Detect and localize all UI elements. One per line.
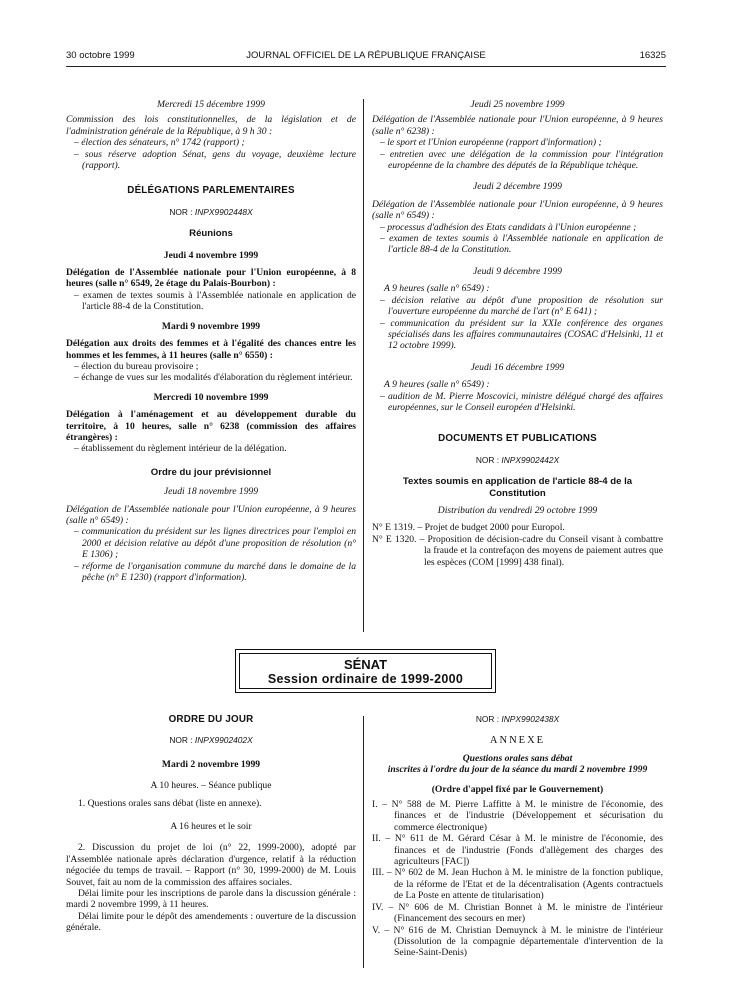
right-column-top: [372, 99, 663, 568]
column-divider-bottom: [363, 716, 364, 968]
date-heading: Mardi 2 novembre 1999: [161, 758, 261, 770]
date-heading: Mercredi 10 novembre 1999: [153, 391, 269, 403]
senat-title: SÉNAT: [343, 657, 388, 672]
question-item: III. – N° 602 de M. Jean Huchon à M. le ministre de la fonction publique, de la réforme de l'Etat et de la décentralisation (Agents contractuels de La Poste en attente de titularisation): [372, 867, 663, 902]
delegation-items: [372, 295, 663, 352]
questions-subtitle: inscrites à l'ordre du jour de la séance du mardi 2 novembre 1999: [387, 764, 648, 776]
deadline-text: Délai limite pour le dépôt des amendements : ouverture de la discussion générale.: [66, 910, 356, 934]
order-note: (Ordre d'appel fixé par le Gouvernement): [431, 783, 604, 795]
date-heading: Jeudi 18 novembre 1999: [163, 486, 259, 498]
delegation-heading: Délégation de l'Assemblée nationale pour l'Union européenne, à 8 heures (salle n° 6549, 2e étage du Palais-Bourbon) :: [66, 267, 356, 290]
section-title: DÉLÉGATIONS PARLEMENTAIRES: [127, 185, 295, 197]
nor-reference: NOR : INPX9902442X: [475, 454, 560, 465]
document-entry: N° E 1319. – Projet de budget 2000 pour Europol.: [372, 522, 565, 534]
senat-banner: [235, 649, 496, 693]
delegation-heading: Délégation de l'Assemblée nationale pour l'Union européenne, à 9 heures (salle n° 6238) :: [372, 114, 663, 137]
left-column-bottom: [66, 714, 356, 934]
date-heading: Jeudi 9 décembre 1999: [473, 265, 562, 277]
question-item: V. – N° 616 de M. Christian Demuynck à M. le ministre de l'intérieur (Dissolution de la compagnie départementale d'intervention de la Seine-Saint-Denis): [372, 924, 663, 959]
left-column-top: [66, 99, 356, 583]
right-column-bottom: [372, 714, 663, 959]
delegation-items: [66, 361, 356, 384]
delegation-items: [66, 443, 356, 454]
senat-subtitle: Session ordinaire de 1999-2000: [267, 672, 464, 686]
distribution-date: Distribution du vendredi 29 octobre 1999: [437, 504, 598, 516]
header-page-number: 16325: [639, 50, 666, 61]
list-item: – communication du président sur la XXIe conférence des organes spécialisés dans les affaires communautaires (COSAC d'Helsinki, 11 et 12 octobre 1999).: [372, 318, 663, 352]
commission-heading: Commission des lois constitutionnelles, de la législation et de l'administration générale de la République, à 9 h 30 :: [66, 114, 356, 137]
delegation-heading: Délégation de l'Assemblée nationale pour l'Union européenne, à 9 heures (salle n° 6549) :: [372, 198, 663, 222]
page-header: [66, 50, 666, 64]
delegation-heading: Délégation aux droits des femmes et à l'égalité des chances entre les hommes et les femmes, à 11 heures (salle n° 6550) :: [66, 338, 356, 361]
date-heading: Mercredi 15 décembre 1999: [157, 99, 265, 110]
section-title: DOCUMENTS ET PUBLICATIONS: [438, 433, 597, 445]
list-item: – le sport et l'Union européenne (rapport d'information) ;: [372, 137, 663, 148]
list-item: – audition de M. Pierre Moscovici, ministre délégué chargé des affaires européennes, sur le Conseil européen d'Helsinki.: [372, 391, 663, 414]
agenda-item: 1. Questions orales sans débat (liste en annexe).: [78, 797, 262, 809]
list-item: – échange de vues sur les modalités d'élaboration du règlement intérieur.: [66, 372, 356, 383]
delegation-items: [372, 137, 663, 171]
date-heading: Jeudi 4 novembre 1999: [163, 249, 259, 261]
time-heading: A 9 heures (salle n° 6549) :: [384, 379, 490, 391]
list-item: – sous réserve adoption Sénat, gens du voyage, deuxième lecture (rapport).: [66, 149, 356, 172]
date-heading: Jeudi 16 décembre 1999: [470, 361, 565, 373]
time-heading: A 9 heures (salle n° 6549) :: [384, 283, 490, 295]
nor-reference: NOR : INPX9902402X: [169, 735, 253, 746]
header-date: 30 octobre 1999: [66, 50, 135, 61]
session-time: A 16 heures et le soir: [170, 821, 252, 833]
list-item: – examen de textes soumis à l'Assemblée nationale en application de l'article 88-4 de la Constitution.: [66, 290, 356, 313]
list-item: – établissement du règlement intérieur de la délégation.: [66, 443, 356, 454]
document-entry: N° E 1320. – Proposition de décision-cadre du Conseil visant à combattre la fraude et la contrefaçon des moyens de paiement autres que les espèces (COM [1999] 438 final).: [372, 533, 663, 568]
delegation-items: [372, 391, 663, 414]
subsection-title: Textes soumis en application de l'article 88-4 de la Constitution: [402, 476, 633, 499]
question-item: II. – N° 611 de M. Gérard César à M. le ministre de l'économie, des finances et de l'industrie (Fonds d'allègement des charges des agriculteurs [FAC]): [372, 833, 663, 868]
annex-title: ANNEXE: [489, 735, 546, 747]
agenda-item: 2. Discussion du projet de loi (n° 22, 1999-2000), adopté par l'Assemblée nationale après déclaration d'urgence, relatif à la réduction négociée du temps de travail. – Rapport (n° 30, 1999-2000) de M. Louis Souvet, fait au nom de la commission des affaires sociales.: [66, 842, 356, 888]
date-heading: Mardi 9 novembre 1999: [161, 320, 261, 332]
questions-title: Questions orales sans débat: [462, 752, 573, 764]
delegation-items: [66, 290, 356, 313]
session-time: A 10 heures. – Séance publique: [150, 780, 272, 792]
date-heading: Jeudi 2 décembre 1999: [473, 181, 562, 193]
section-title: ORDRE DU JOUR: [168, 714, 254, 725]
delegation-items: [66, 526, 356, 583]
question-item: I. – N° 588 de M. Pierre Laffitte à M. le ministre de l'économie, des finances et de l'industrie (Développement et sécurisation du commerce électronique): [372, 799, 663, 833]
nor-reference: NOR : INPX9902448X: [169, 206, 253, 217]
commission-items: [66, 137, 356, 171]
column-divider-top: [363, 99, 364, 632]
list-item: – élection des sénateurs, n° 1742 (rapport) ;: [66, 137, 356, 148]
list-item: – entretien avec une délégation de la commission pour l'intégration européenne de la chambre des députés de la République tchèque.: [372, 149, 663, 172]
list-item: – élection du bureau provisoire ;: [66, 361, 356, 372]
header-title: JOURNAL OFFICIEL DE LA RÉPUBLIQUE FRANÇAISE: [246, 50, 486, 61]
delegation-heading: Délégation à l'aménagement et au développement durable du territoire, à 10 heures, salle n° 6238 (commission des affaires étrangères) :: [66, 409, 356, 443]
question-item: IV. – N° 606 de M. Christian Bonnet à M. le ministre de l'intérieur (Financement des secours en mer): [372, 901, 663, 925]
list-item: – examen de textes soumis à l'Assemblée nationale en application de l'article 88-4 de la Constitution.: [372, 233, 663, 256]
date-heading: Jeudi 25 novembre 1999: [470, 99, 565, 110]
subsection-title: Réunions: [189, 228, 233, 240]
header-rule: [66, 66, 666, 67]
list-item: – décision relative au dépôt d'une proposition de résolution sur l'ouverture européenne du marché de l'art (n° E 641) ;: [372, 295, 663, 318]
list-item: – processus d'adhésion des Etats candidats à l'Union européenne ;: [372, 222, 663, 233]
deadline-text: Délai limite pour les inscriptions de parole dans la discussion générale : mardi 2 novembre 1999, à 11 heures.: [66, 888, 356, 911]
list-item: – réforme de l'organisation commune du marché dans le domaine de la pêche (n° E 1230) (rapport d'information).: [66, 561, 356, 584]
delegation-items: [372, 222, 663, 256]
delegation-heading: Délégation de l'Assemblée nationale pour l'Union européenne, à 9 heures (salle n° 6549) :: [66, 503, 356, 526]
nor-reference: NOR : INPX9902438X: [475, 714, 560, 724]
questions-list: [372, 799, 663, 959]
list-item: – communication du président sur les lignes directrices pour l'emploi en 2000 et décision relative au dépôt d'une proposition de résolution (n° E 1306) ;: [66, 526, 356, 560]
subsection-title: Ordre du jour prévisionnel: [150, 466, 272, 478]
